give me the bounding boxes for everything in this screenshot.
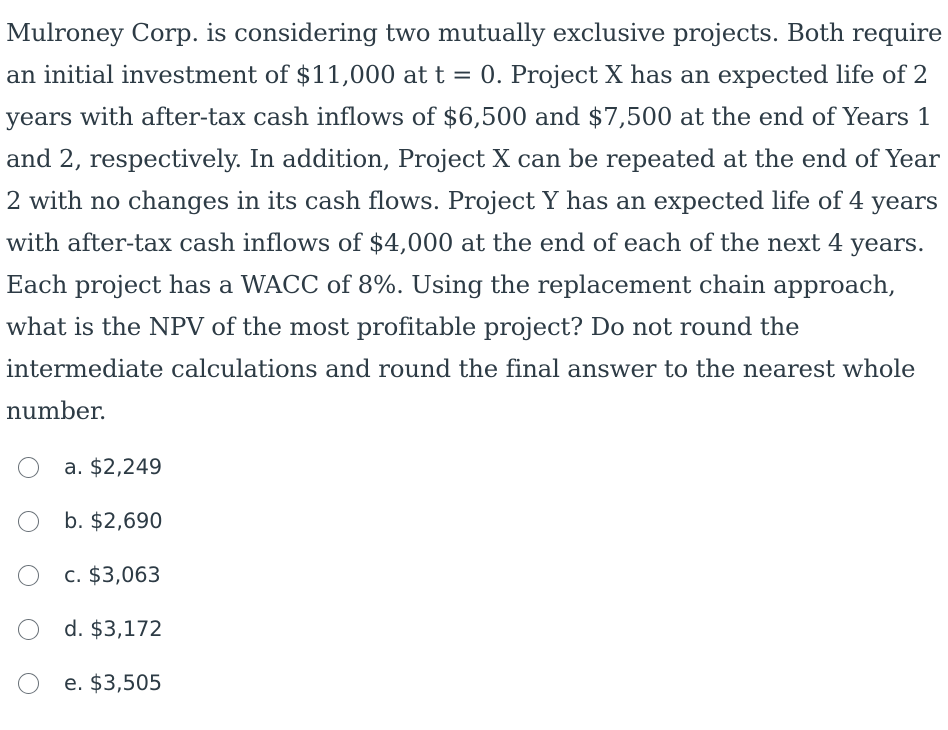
radio-button-a[interactable] — [18, 457, 39, 478]
radio-button-c[interactable] — [18, 565, 39, 586]
radio-button-b[interactable] — [18, 511, 39, 532]
option-c-label[interactable]: c. $3,063 — [64, 563, 161, 587]
option-e[interactable] — [18, 656, 162, 710]
option-c[interactable] — [18, 548, 162, 602]
option-e-label[interactable]: e. $3,505 — [64, 671, 162, 695]
option-d[interactable] — [18, 602, 162, 656]
option-d-label[interactable]: d. $3,172 — [64, 617, 163, 641]
answer-options — [18, 440, 162, 710]
radio-button-d[interactable] — [18, 619, 39, 640]
radio-button-e[interactable] — [18, 673, 39, 694]
option-b-label[interactable]: b. $2,690 — [64, 509, 163, 533]
option-a-label[interactable]: a. $2,249 — [64, 455, 162, 479]
option-a[interactable] — [18, 440, 162, 494]
option-b[interactable] — [18, 494, 162, 548]
question-text: Mulroney Corp. is considering two mutually exclusive projects. Both require an initial investment of $11,000 at t = 0. Project X has an expected life of 2 years with after-tax cash inflows of $6,500 and $7,500 at the end of Years 1 and 2, respectively. In addition, Project X can be repeated at the end of Year 2 with no changes in its cash flows. Project Y has an expected life of 4 years with after-tax cash inflows of $4,000 at the end of each of the next 4 years. Each project has a WACC of 8%. Using the replacement chain approach, what is the NPV of the most profitable project? Do not round the intermediate calculations and round the final answer to the nearest whole number. — [6, 18, 943, 425]
